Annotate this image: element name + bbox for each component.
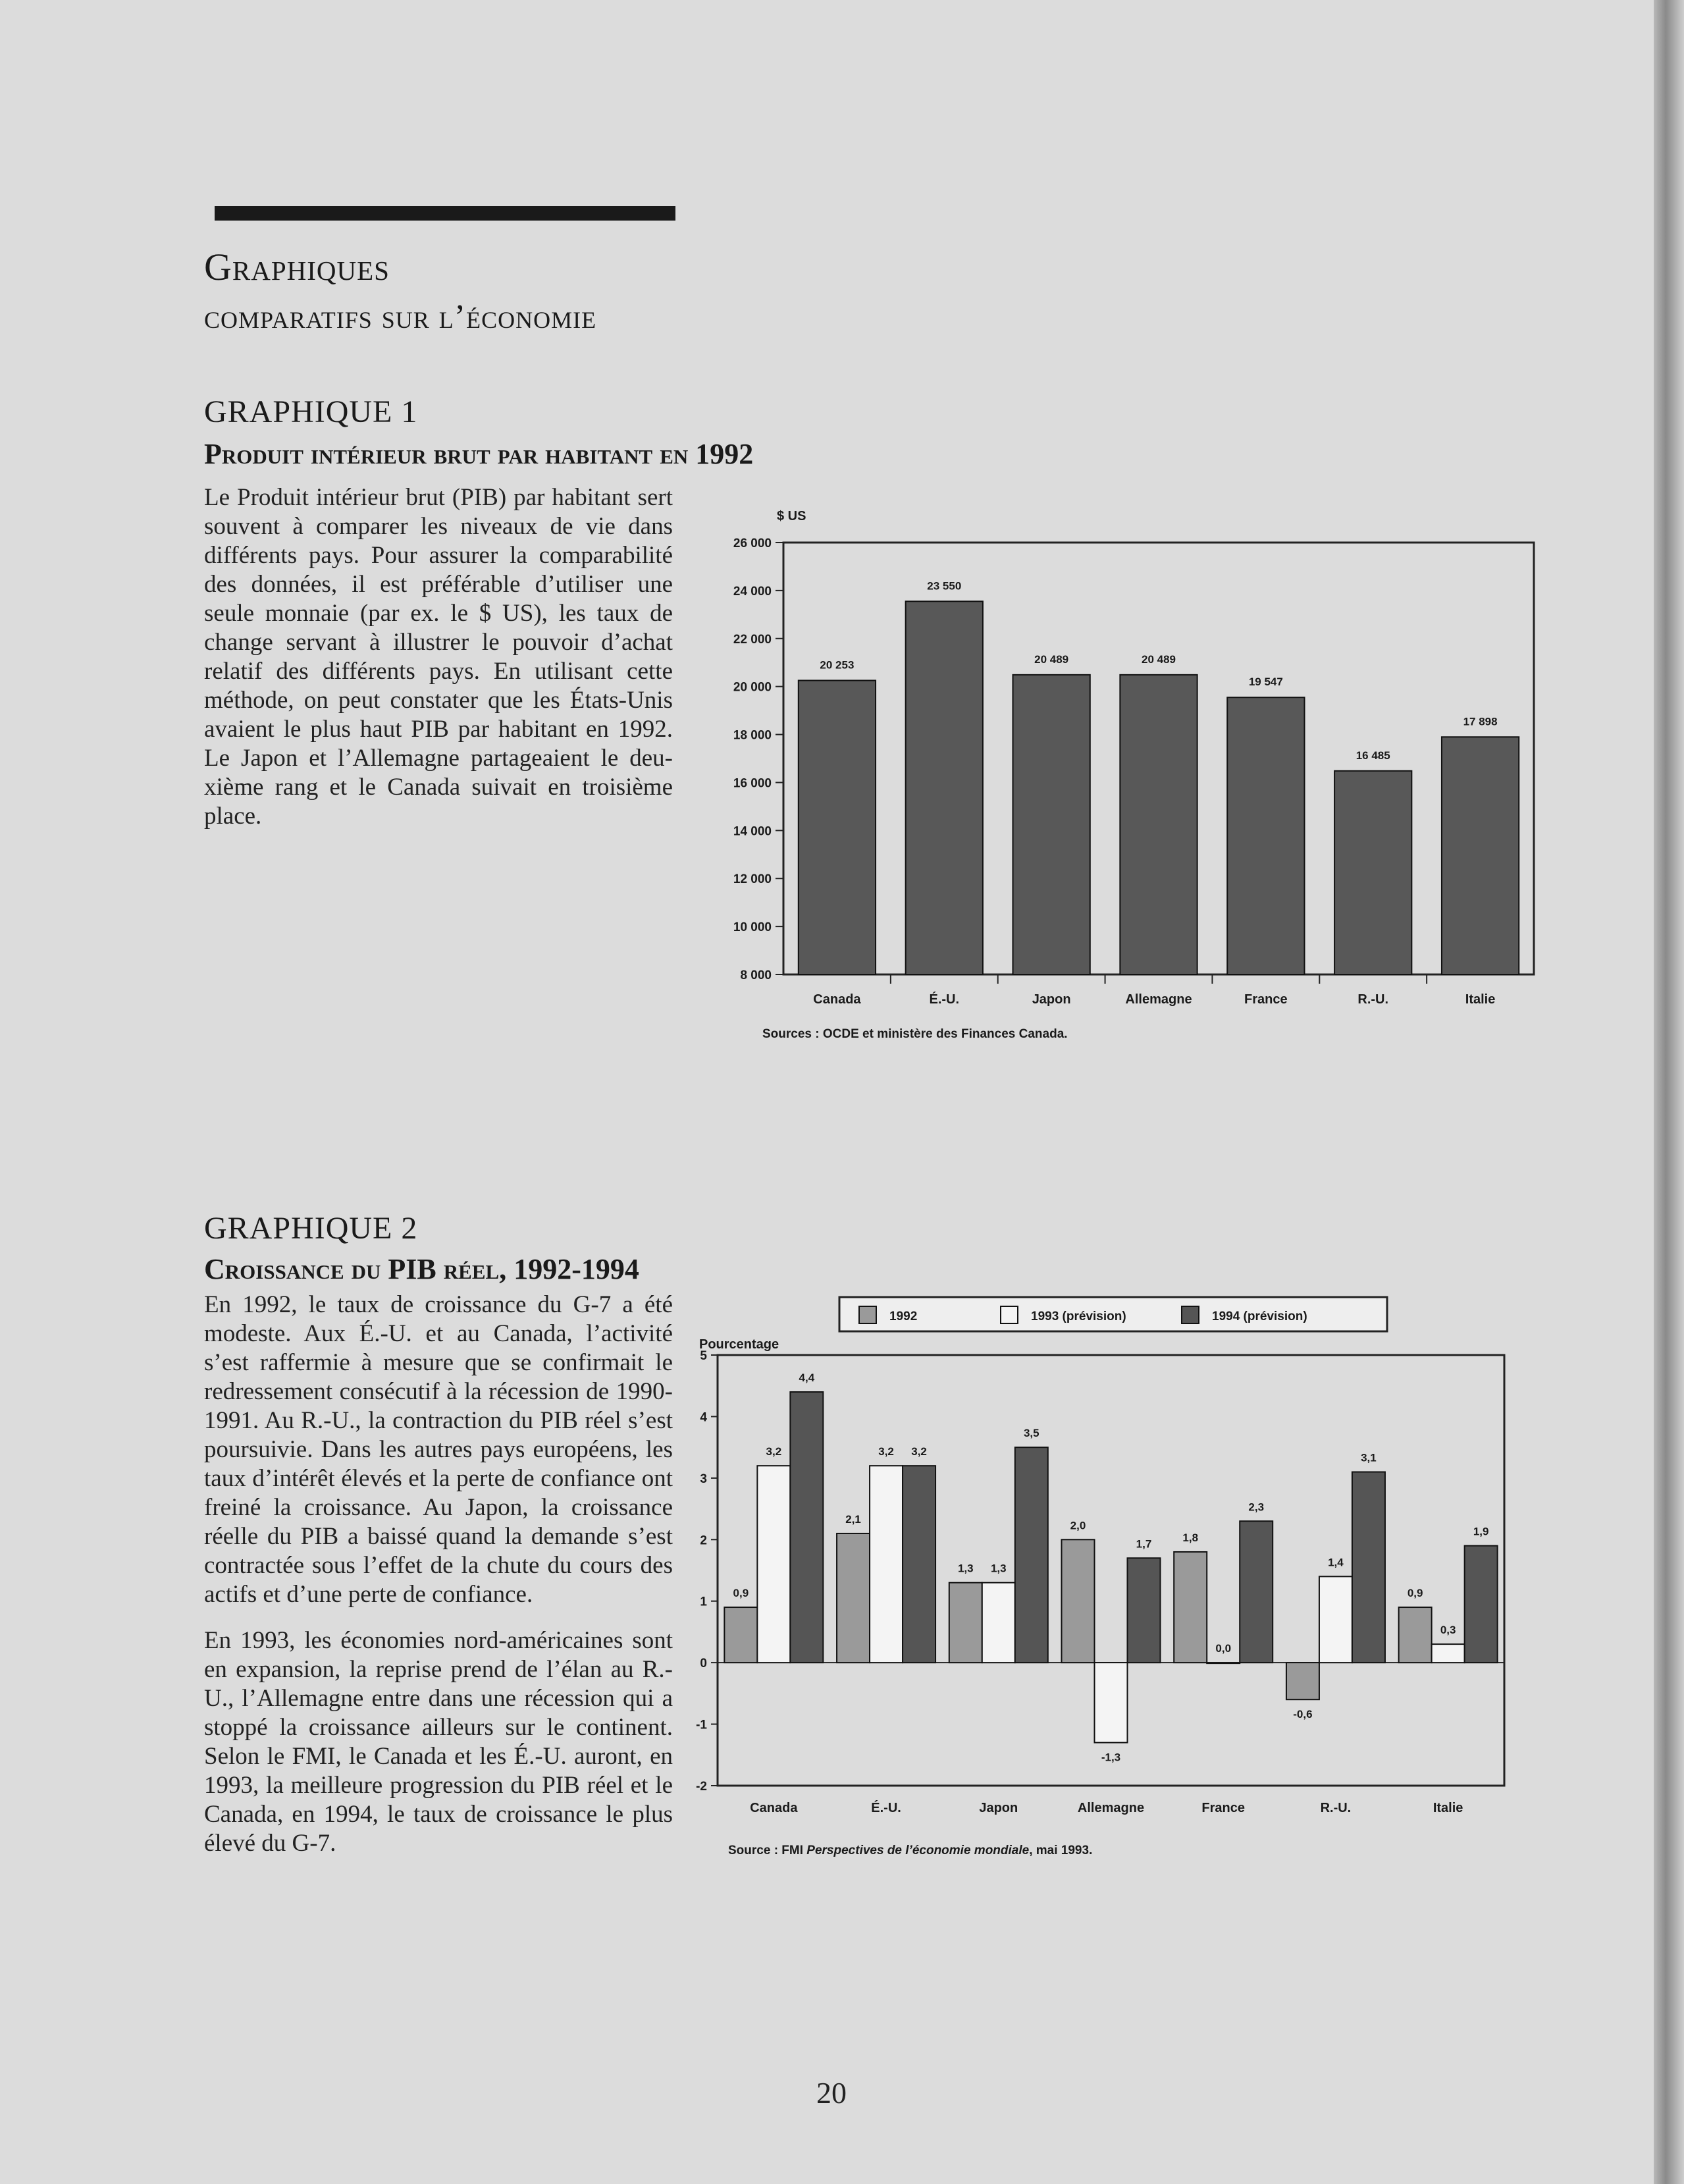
chart1-value-label: 19 547 [1248,676,1283,689]
chart2-legend-swatch [1182,1306,1199,1323]
chart1-y-tick-label: 18 000 [733,728,772,743]
chart2-legend-label: 1994 (prévision) [1212,1310,1307,1323]
chart2-legend-label: 1992 [889,1310,918,1323]
chart2-bar [790,1392,823,1663]
chart2-value-label: 3,2 [766,1445,782,1458]
chart1-value-label: 17 898 [1463,715,1498,728]
chart2-category-label: Japon [979,1801,1018,1815]
chart2-bar [1465,1546,1498,1663]
chart1-y-tick-label: 8 000 [740,969,772,982]
chart1-y-tick-label: 20 000 [733,680,772,695]
page-number: 20 [816,2076,847,2110]
graph1-text [204,483,673,848]
chart2-category-label: É.-U. [871,1801,901,1815]
chart1-y-tick-label: 16 000 [733,776,772,791]
chart2-value-label: 0,0 [1215,1642,1232,1655]
graph1-paragraph: Le Produit intérieur brut (PIB) par habitant sert souvent à comparer les niveaux de vie dans différents pays. Pour assurer la comparabilité des données, il est préférable d’utiliser une seule monnaie (par ex. le $ US), les taux de change servant à illustrer le pouvoir d’achat relatif des différents pays. En utilisant cette méthode, on peut constater que les États-Unis avaient le plus haut PIB par habitant en 1992. Le Japon et l’Allemagne partageaient le deuxième rang et le Canada suivait en troisième place. [204,484,673,830]
chart2-y-tick-label: 1 [700,1595,707,1609]
chart2-source-title: Perspectives de l’économie mondiale [806,1844,1030,1857]
chart2-value-label: 3,2 [878,1445,894,1458]
chart1-bar [1334,771,1411,974]
chart2-legend-label: 1993 (prévision) [1031,1310,1126,1323]
chart1-value-label: 16 485 [1355,749,1390,762]
chart2-bar [1399,1607,1432,1663]
chart1-source: Sources : OCDE et ministère des Finances Canada. [762,1027,1068,1041]
chart1-category-label: France [1244,992,1288,1007]
chart2-category-label: R.-U. [1320,1801,1352,1815]
chart1-y-tick-label: 26 000 [733,537,772,550]
chart2-source-prefix: Source : FMI [728,1844,807,1857]
chart2-bar [1062,1539,1095,1663]
chart2-category-label: Canada [750,1801,798,1815]
chart2-bar [1095,1663,1128,1742]
chart2-bar [870,1466,903,1663]
chart2-value-label: 2,1 [845,1512,861,1526]
chart2-value-label: -0,6 [1293,1708,1313,1721]
chart1-bar [1013,675,1090,974]
chart2-value-label: 2,3 [1248,1501,1265,1514]
chart2-bar [903,1466,935,1663]
chart1-y-tick-label: 14 000 [733,824,772,839]
chart2-y-tick-label: -1 [696,1718,707,1732]
page-edge [1654,0,1684,2184]
graph2-paragraph-2: En 1993, les économies nord-américaines sont en expansion, la reprise prend de l’élan au R.-U., l’Allemagne entre dans une récession qui a stoppé la croissance ailleurs sur le continent. Selon le FMI, le Canada et les É.-U. auront, en 1993, la meilleure progression du PIB réel et le Canada, en 1994, le taux de croissance le plus élevé du G-7. [204,1627,673,1857]
chart2-value-label: -1,3 [1101,1751,1121,1764]
chart2-value-label: 0,9 [733,1587,749,1600]
chart1-y-tick-label: 24 000 [733,584,772,599]
chart2-bar [1432,1644,1465,1663]
chart1-category-label: Canada [813,992,861,1007]
chart2-y-tick-label: 0 [700,1657,707,1671]
chart2-value-label: 1,3 [990,1562,1007,1575]
chart2-value-label: 1,8 [1182,1531,1199,1544]
chart2-value-label: 3,2 [911,1445,927,1458]
chart1-category-label: Allemagne [1125,992,1192,1007]
graph1-subtitle: Produit intérieur brut par habitant en 1992 [204,438,754,470]
chart2-value-label: 1,4 [1328,1556,1344,1569]
chart2-y-tick-label: 2 [700,1533,707,1548]
graph2-paragraph-1: En 1992, le taux de croissance du G-7 a été modeste. Aux É.-U. et au Canada, l’activité s’est raffermie à mesure que se confirmait le redressement consécutif à la récession de 1990-1991. Au R.-U., la contraction du PIB réel s’est poursuivie. Dans les autres pays européens, les taux d’intérêt élevés et la perte de confiance ont freiné la croissance. Au Japon, la croissance réelle du PIB a baissé quand la demande s’est contractée sous l’effet de la chute du cours des actifs et d’une perte de confiance. [204,1291,673,1608]
section-title-line1: Graphiques [204,246,390,288]
chart2-value-label: 3,1 [1361,1451,1377,1464]
chart1-y-tick-label: 10 000 [733,920,772,935]
chart2-category-label: Italie [1433,1801,1463,1815]
chart1-value-label: 20 253 [820,658,855,672]
heading-rule [215,206,675,221]
chart1-category-label: Italie [1465,992,1496,1007]
chart2-bar [1286,1663,1319,1699]
chart2-value-label: 2,0 [1070,1519,1086,1532]
chart1-category-label: Japon [1032,992,1071,1007]
chart1-y-tick-label: 12 000 [733,872,772,887]
real-gdp-growth-svg [685,1291,1540,1863]
chart1-bar [1227,697,1304,974]
graph2-subtitle: Croissance du PIB réel, 1992-1994 [204,1253,639,1285]
chart1-category-label: R.-U. [1357,992,1389,1007]
chart1-value-label: 20 489 [1034,653,1069,666]
chart2-bar [1352,1472,1385,1663]
chart2-value-label: 1,3 [957,1562,974,1575]
gdp-per-capita-chart [685,502,1540,1048]
chart2-value-label: 1,9 [1473,1525,1489,1538]
chart1-bar [906,601,983,974]
chart2-bar [1015,1447,1048,1663]
chart1-bar [1120,675,1197,974]
chart2-bar [1128,1558,1161,1663]
section-title-line2: comparatifs sur l’économie [204,298,597,336]
chart2-value-label: 1,7 [1136,1537,1152,1551]
chart1-bar [799,680,876,974]
chart2-value-label: 3,5 [1023,1427,1039,1440]
chart2-category-label: France [1201,1801,1246,1815]
chart2-bar [1174,1552,1207,1663]
chart2-value-label: 4,4 [799,1372,815,1385]
chart2-source [728,1844,1092,1857]
chart2-bar [724,1607,757,1663]
chart2-y-tick-label: 5 [700,1349,707,1363]
chart2-bar [1319,1576,1352,1663]
chart1-y-tick-label: 22 000 [733,632,772,647]
chart2-bar [757,1466,790,1663]
gdp-per-capita-svg [685,502,1540,1048]
chart1-y-axis-label: $ US [777,509,806,523]
chart2-y-tick-label: 3 [700,1472,707,1486]
graph1-label: GRAPHIQUE 1 [204,394,418,429]
chart2-y-tick-label: 4 [700,1410,707,1425]
chart2-y-axis-label: Pourcentage [699,1337,779,1352]
chart1-category-label: É.-U. [929,992,960,1007]
chart2-value-label: 0,3 [1440,1624,1456,1637]
chart2-bar [837,1533,870,1663]
chart2-source-suffix: , mai 1993. [1029,1844,1093,1857]
chart1-bar [1442,737,1519,974]
chart2-y-tick-label: -2 [696,1780,707,1794]
chart2-bar [949,1583,982,1663]
chart2-bar [1240,1521,1273,1663]
chart1-value-label: 23 550 [927,579,962,593]
chart2-value-label: 0,9 [1407,1587,1423,1600]
chart2-legend-swatch [859,1306,876,1323]
chart2-legend-swatch [1001,1306,1018,1323]
graph2-label: GRAPHIQUE 2 [204,1211,418,1246]
chart1-value-label: 20 489 [1142,653,1176,666]
chart2-category-label: Allemagne [1077,1801,1145,1815]
graph2-text [204,1291,673,1875]
real-gdp-growth-chart [685,1291,1540,1863]
chart2-bar [982,1583,1015,1663]
